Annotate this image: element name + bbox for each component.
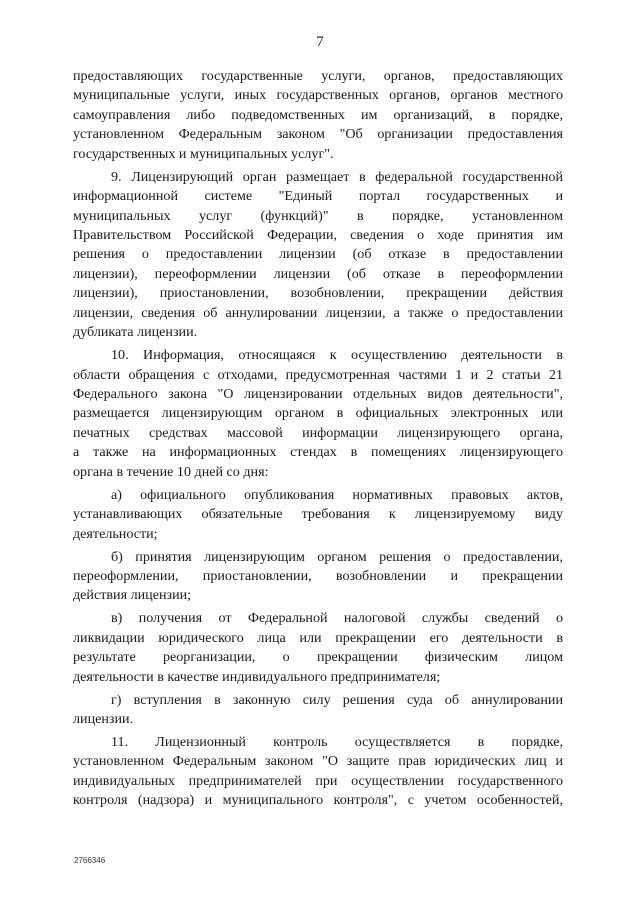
text-line: предоставляющих государственные услуги, органов, предоставляющих xyxy=(73,68,563,84)
text-line: 11. Лицензионный контроль осуществляется в порядке, xyxy=(111,733,563,750)
text-line: контроля (надзора) и муниципального контроля", с учетом особенностей, xyxy=(73,792,563,809)
text-line: муниципальные услуги, иных государственных органов, органов местного xyxy=(73,87,563,104)
document-body xyxy=(73,67,563,811)
text-line: г) вступления в законную силу решения суда об аннулировании xyxy=(111,691,563,708)
text-line: а) официального опубликования нормативных правовых актов, xyxy=(111,486,563,503)
paragraph xyxy=(73,168,563,343)
document-code: 2766346 xyxy=(74,856,106,865)
text-line: муниципальных услуг (функций)" в порядке, установленном xyxy=(73,207,563,224)
text-line: лицензии), переоформлении лицензии (об отказе в переоформлении xyxy=(73,265,563,282)
text-line: ликвидации юридического лица или прекращении его деятельности в xyxy=(73,629,563,646)
text-line: лицензии), приостановлении, возобновлении, прекращении действия xyxy=(73,285,563,302)
text-line: устанавливающих обязательные требования к лицензируемому виду xyxy=(73,506,563,523)
text-line: а также на информационных стендах в помещениях лицензирующего xyxy=(73,444,563,461)
paragraph xyxy=(73,691,563,730)
text-line: решения о предоставлении лицензии (об отказе в предоставлении xyxy=(73,246,563,263)
text-line: размещается лицензирующим органом в официальных электронных или xyxy=(73,405,563,422)
paragraph xyxy=(73,733,563,811)
text-line: дубликата лицензии. xyxy=(73,324,198,341)
text-line: печатных средствах массовой информации лицензирующего органа, xyxy=(73,424,563,441)
text-line: установленном Федеральным законом "Об организации предоставления xyxy=(73,126,563,143)
text-line: в) получения от Федеральной налоговой службы сведений о xyxy=(111,610,563,627)
text-line: органа в течение 10 дней со дня: xyxy=(73,463,269,480)
text-line: области обращения с отходами, предусмотренная частями 1 и 2 статьи 21 xyxy=(73,366,563,383)
text-line: 9. Лицензирующий орган размещает в федеральной государственной xyxy=(111,168,563,185)
paragraph xyxy=(73,486,563,544)
page-number: 7 xyxy=(316,34,324,50)
paragraph xyxy=(73,609,563,687)
text-line: переоформлении, приостановлении, возобновлении и прекращении xyxy=(73,567,563,584)
text-line: установленном Федеральным законом "О защите прав юридических лиц и xyxy=(73,753,563,770)
paragraph xyxy=(73,548,563,606)
text-line: результате реорганизации, о прекращении физическим лицом xyxy=(73,649,563,666)
text-line: Федерального закона "О лицензировании отдельных видов деятельности", xyxy=(73,386,563,402)
text-line: индивидуальных предпринимателей при осуществлении государственного xyxy=(73,772,563,789)
paragraph xyxy=(73,346,563,482)
text-line: лицензии. xyxy=(73,711,134,727)
text-line: действия лицензии; xyxy=(73,587,192,604)
text-line: самоуправления либо подведомственных им организаций, в порядке, xyxy=(73,106,563,123)
text-line: деятельности; xyxy=(73,525,158,542)
text-line: б) принятия лицензирующим органом решения о предоставлении, xyxy=(111,548,563,565)
text-line: 10. Информация, относящаяся к осуществлению деятельности в xyxy=(111,347,563,364)
text-line: Правительством Российской Федерации, сведения о ходе принятия им xyxy=(73,227,563,243)
text-line: деятельности в качестве индивидуального предпринимателя; xyxy=(73,668,441,685)
text-line: государственных и муниципальных услуг". xyxy=(73,145,334,162)
text-line: информационной системе "Единый портал государственных и xyxy=(73,188,563,205)
text-line: лицензии, сведения об аннулировании лицензии, а также о предоставлении xyxy=(73,304,563,321)
paragraph xyxy=(73,67,563,164)
